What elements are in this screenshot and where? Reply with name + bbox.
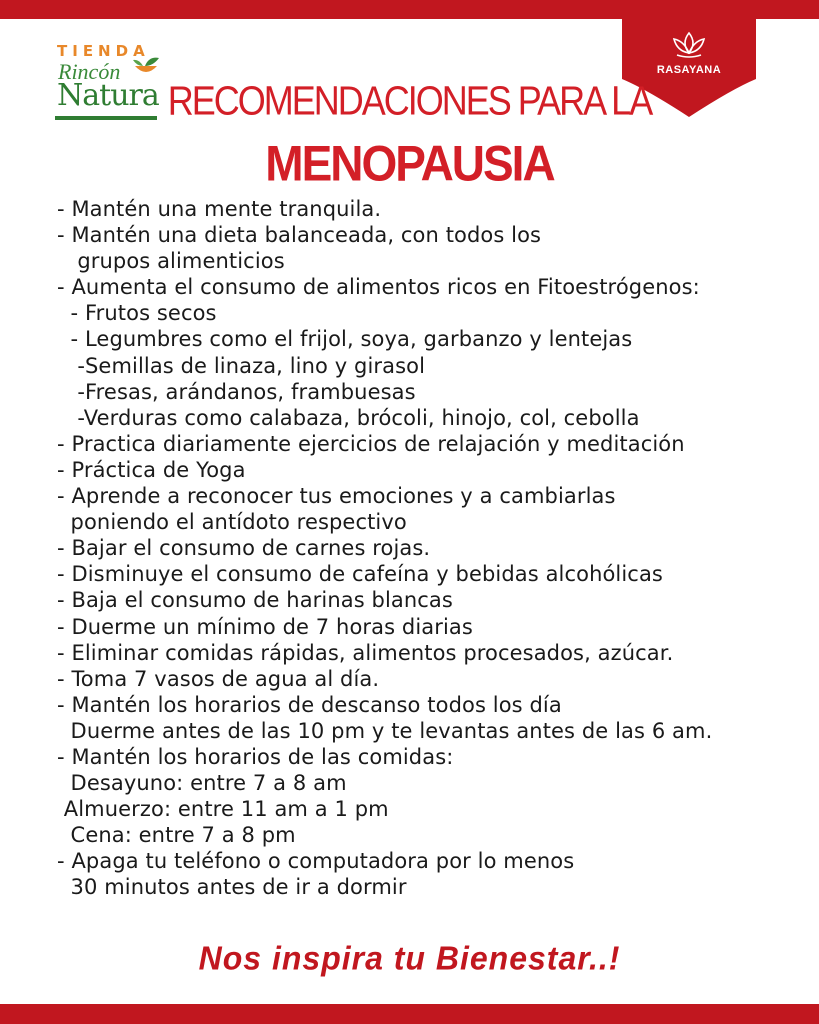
list-item: - Duerme un mínimo de 7 horas diarias	[57, 614, 473, 639]
list-item: - Disminuye el consumo de cafeína y bebidas alcohólicas	[57, 562, 663, 587]
footer-slogan: Nos inspira tu Bienestar..!	[198, 939, 621, 977]
recommendations-list	[57, 196, 797, 901]
list-item: - Toma 7 vasos de agua al día.	[57, 666, 380, 691]
list-item: - Frutos secos	[57, 301, 217, 326]
logo-rincon-text: Rincón	[58, 59, 121, 84]
list-item: - Mantén una mente tranquila.	[57, 197, 382, 221]
page-title-line1: RECOMENDACIONES PARA LA	[167, 77, 652, 124]
list-item: -Verduras como calabaza, brócoli, hinojo, col, cebolla	[57, 405, 640, 430]
badge-label: RASAYANA	[656, 64, 722, 76]
list-item: -Semillas de linaza, lino y girasol	[57, 353, 426, 378]
list-item: - Practica diariamente ejercicios de relajación y meditación	[57, 431, 685, 456]
mortar-leaf-icon	[131, 56, 161, 78]
list-item: - Legumbres como el frijol, soya, garbanzo y lentejas	[57, 327, 633, 352]
list-item: -Fresas, arándanos, frambuesas	[57, 379, 416, 404]
list-item: Cena: entre 7 a 8 pm	[57, 823, 296, 848]
list-item: - Apaga tu teléfono o computadora por lo menos	[57, 849, 575, 874]
list-item: grupos alimenticios	[57, 249, 285, 274]
list-item: - Baja el consumo de harinas blancas	[57, 588, 453, 613]
list-item: - Aumenta el consumo de alimentos ricos en Fitoestrógenos:	[57, 275, 700, 300]
list-item: Desayuno: entre 7 a 8 am	[57, 771, 347, 796]
list-item: Almuerzo: entre 11 am a 1 pm	[57, 797, 389, 822]
list-item: - Mantén los horarios de descanso todos los día	[57, 692, 562, 717]
list-item: - Aprende a reconocer tus emociones y a cambiarlas	[57, 484, 616, 509]
logo-tienda-text: TIENDA	[57, 42, 150, 60]
list-item: - Mantén una dieta balanceada, con todos los	[57, 223, 542, 248]
list-item: - Eliminar comidas rápidas, alimentos procesados, azúcar.	[57, 640, 674, 665]
list-item: - Bajar el consumo de carnes rojas.	[57, 536, 431, 561]
list-item: Duerme antes de las 10 pm y te levantas antes de las 6 am.	[57, 718, 713, 743]
page-title-line2: MENOPAUSIA	[265, 134, 554, 192]
list-item: 30 minutos antes de ir a dormir	[57, 875, 407, 900]
list-item: - Práctica de Yoga	[57, 457, 246, 482]
bottom-red-bar	[0, 1004, 819, 1024]
logo-natura-text: Natura	[57, 78, 159, 113]
list-item: - Mantén los horarios de las comidas:	[57, 744, 454, 769]
list-item: poniendo el antídoto respectivo	[57, 510, 407, 535]
top-red-bar	[0, 0, 819, 19]
